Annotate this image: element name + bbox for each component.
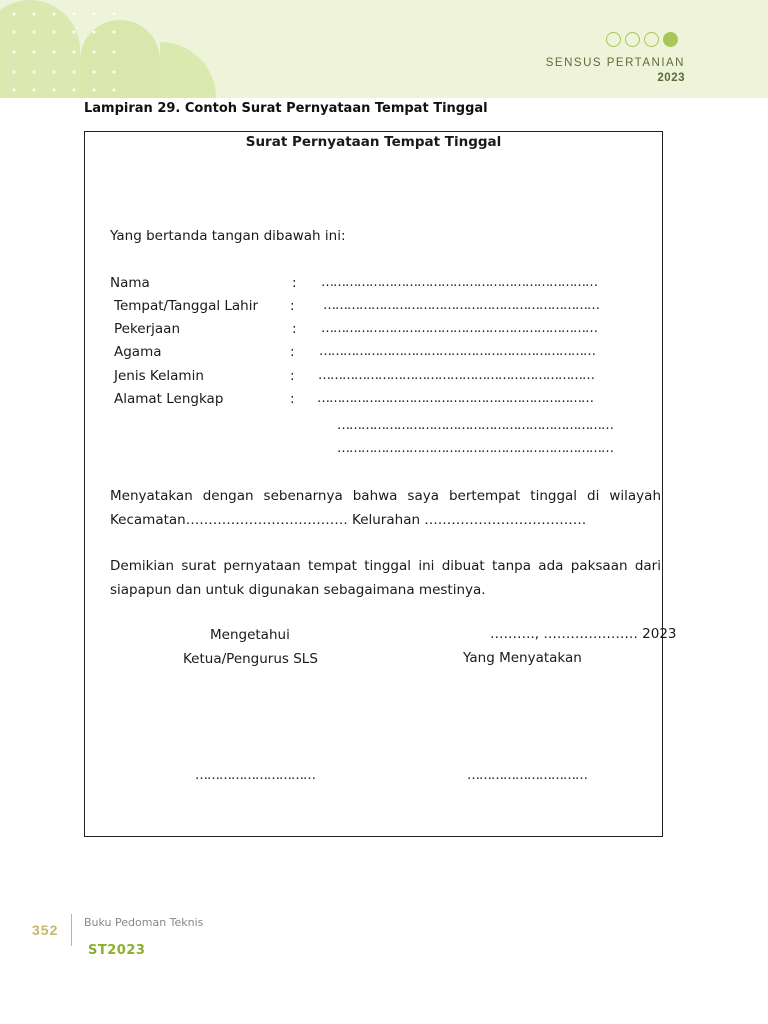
right-sign-date: ………., ………………… 2023	[490, 626, 677, 642]
field-colon: :	[290, 344, 295, 360]
header-band	[0, 0, 768, 98]
left-sign-line2: Ketua/Pengurus SLS	[183, 651, 318, 667]
field-dots-name: ……………………………………………………………	[321, 275, 597, 290]
page-number: 352	[32, 922, 59, 938]
field-dots-address: ……………………………………………………………	[317, 391, 593, 406]
circle-outline-icon	[625, 32, 640, 47]
field-label-religion: Agama	[114, 344, 162, 360]
field-label-gender: Jenis Kelamin	[114, 368, 204, 384]
field-colon: :	[290, 368, 295, 384]
field-dots-birth: ……………………………………………………………	[323, 298, 599, 313]
field-dots-gender: ……………………………………………………………	[318, 368, 594, 383]
letter-box	[84, 131, 677, 837]
circle-outline-icon	[606, 32, 621, 47]
footer-divider	[71, 914, 72, 946]
field-colon: :	[290, 298, 295, 314]
field-colon: :	[292, 321, 297, 337]
closing-paragraph: Demikian surat pernyataan tempat tinggal ini dibuat tanpa ada paksaan dari siapapun dan untuk digunakan sebagaimana mestinya.	[110, 558, 661, 598]
right-signature-dots: …………………………	[467, 768, 587, 783]
field-colon: :	[292, 275, 297, 291]
left-signature-dots: …………………………	[195, 768, 315, 783]
field-dots-job: ……………………………………………………………	[321, 321, 597, 336]
field-label-address: Alamat Lengkap	[114, 391, 224, 407]
statement-paragraph: Menyatakan dengan sebenarnya bahwa saya bertempat tinggal di wilayah Kecamatan……………………………… Kelurahan ………………………………	[110, 488, 661, 528]
field-label-name: Nama	[110, 275, 150, 291]
left-sign-line1: Mengetahui	[210, 627, 290, 643]
footer-series: ST2023	[88, 943, 146, 958]
brand-name: SENSUS PERTANIAN	[545, 57, 685, 69]
field-colon: :	[290, 391, 295, 407]
decorative-pattern	[0, 0, 300, 98]
right-sign-line2: Yang Menyatakan	[463, 650, 582, 666]
footer-book-title: Buku Pedoman Teknis	[84, 916, 204, 929]
field-label-birth: Tempat/Tanggal Lahir	[114, 298, 259, 314]
letter-intro: Yang bertanda tangan dibawah ini:	[110, 228, 346, 244]
brand-year: 2023	[657, 72, 685, 84]
address-dots-line-2: ……………………………………………………………	[337, 418, 613, 433]
circle-filled-icon	[663, 32, 678, 47]
appendix-caption: Lampiran 29. Contoh Surat Pernyataan Tempat Tinggal	[84, 101, 488, 116]
circle-outline-icon	[644, 32, 659, 47]
address-dots-line-3: ……………………………………………………………	[337, 441, 613, 456]
field-dots-religion: ……………………………………………………………	[319, 344, 595, 359]
letter-title: Surat Pernyataan Tempat Tinggal	[245, 134, 502, 150]
logo-circles	[606, 32, 678, 47]
field-label-job: Pekerjaan	[114, 321, 181, 337]
